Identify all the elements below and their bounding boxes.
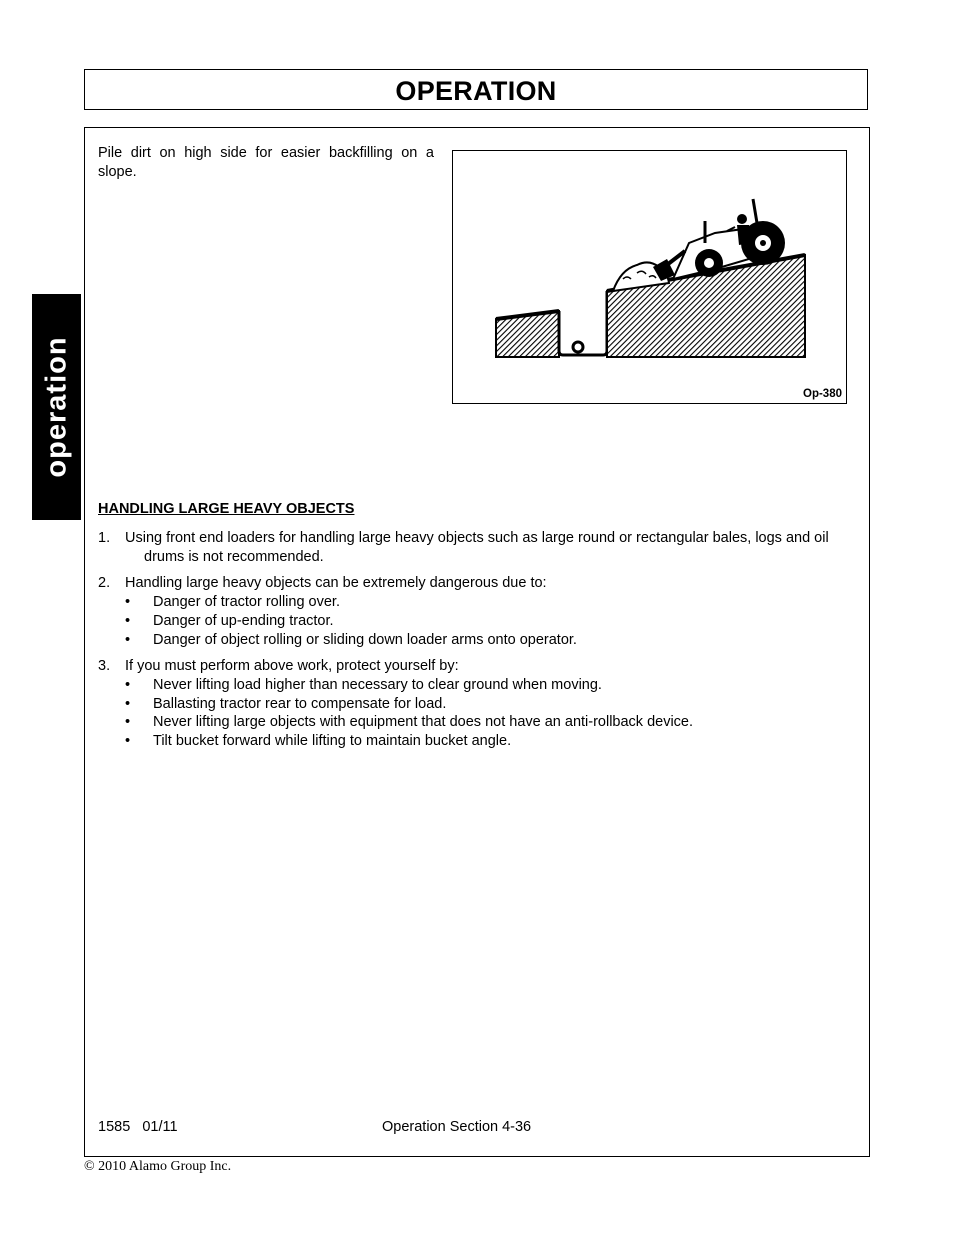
bullet-text: Never lifting large objects with equipment that does not have an anti-rollback device. (153, 714, 694, 731)
bullet-text: Ballasting tractor rear to compensate for load. (153, 695, 447, 712)
list-item (125, 732, 858, 751)
list-item (125, 593, 858, 612)
item-text: Handling large heavy objects can be extremely dangerous due to: (125, 575, 547, 592)
list-item (98, 529, 858, 566)
footer-section: Operation Section 4-36 (382, 1119, 532, 1135)
footer-doc-number-text: 1585 01/11 (98, 1119, 178, 1135)
tractor-slope-drawing (453, 151, 845, 402)
bullet-icon: • (125, 594, 131, 611)
bullet-icon: • (125, 676, 131, 693)
bullet-list (125, 676, 858, 751)
bullet-icon: • (125, 714, 131, 731)
list-item (98, 574, 858, 649)
item-text: Using front end loaders for handling large heavy objects such as large round or rectangular bales, logs and oil drums is not recommended. (125, 530, 829, 565)
item-number: 1. (98, 530, 111, 546)
backfill-illustration (452, 150, 847, 404)
bullet-icon: • (125, 733, 131, 750)
bullet-icon: • (125, 695, 131, 712)
bullet-text: Danger of tractor rolling over. (153, 594, 340, 611)
page-title: OPERATION (395, 76, 557, 106)
side-tab-label: operation (40, 336, 72, 478)
item-number: 3. (98, 658, 111, 675)
bullet-icon: • (125, 612, 131, 629)
list-item (125, 695, 858, 714)
bullet-text: Danger of object rolling or sliding down loader arms onto operator. (153, 631, 577, 648)
item-text: If you must perform above work, protect yourself by: (125, 658, 459, 675)
bullet-icon: • (125, 631, 131, 648)
section-side-tab (32, 294, 81, 520)
section-heading: HANDLING LARGE HEAVY OBJECTS (98, 501, 355, 517)
list-item (125, 631, 858, 650)
copyright-notice: © 2010 Alamo Group Inc. (84, 1159, 232, 1174)
list-item (98, 657, 858, 751)
list-item (125, 676, 858, 695)
bullet-text: Danger of up-ending tractor. (153, 612, 334, 629)
bullet-list (125, 593, 858, 649)
page-header-box (84, 69, 868, 110)
bullet-text: Never lifting load higher than necessary to clear ground when moving. (153, 676, 602, 693)
list-item (125, 612, 858, 631)
list-item (125, 713, 858, 732)
footer-doc-number (98, 1119, 178, 1135)
bullet-text: Tilt bucket forward while lifting to maintain bucket angle. (153, 733, 512, 750)
intro-paragraph: Pile dirt on high side for easier backfilling on a slope. (98, 145, 434, 180)
item-number: 2. (98, 575, 111, 592)
figure-label: Op-380 (803, 388, 842, 400)
instruction-list (98, 529, 858, 759)
